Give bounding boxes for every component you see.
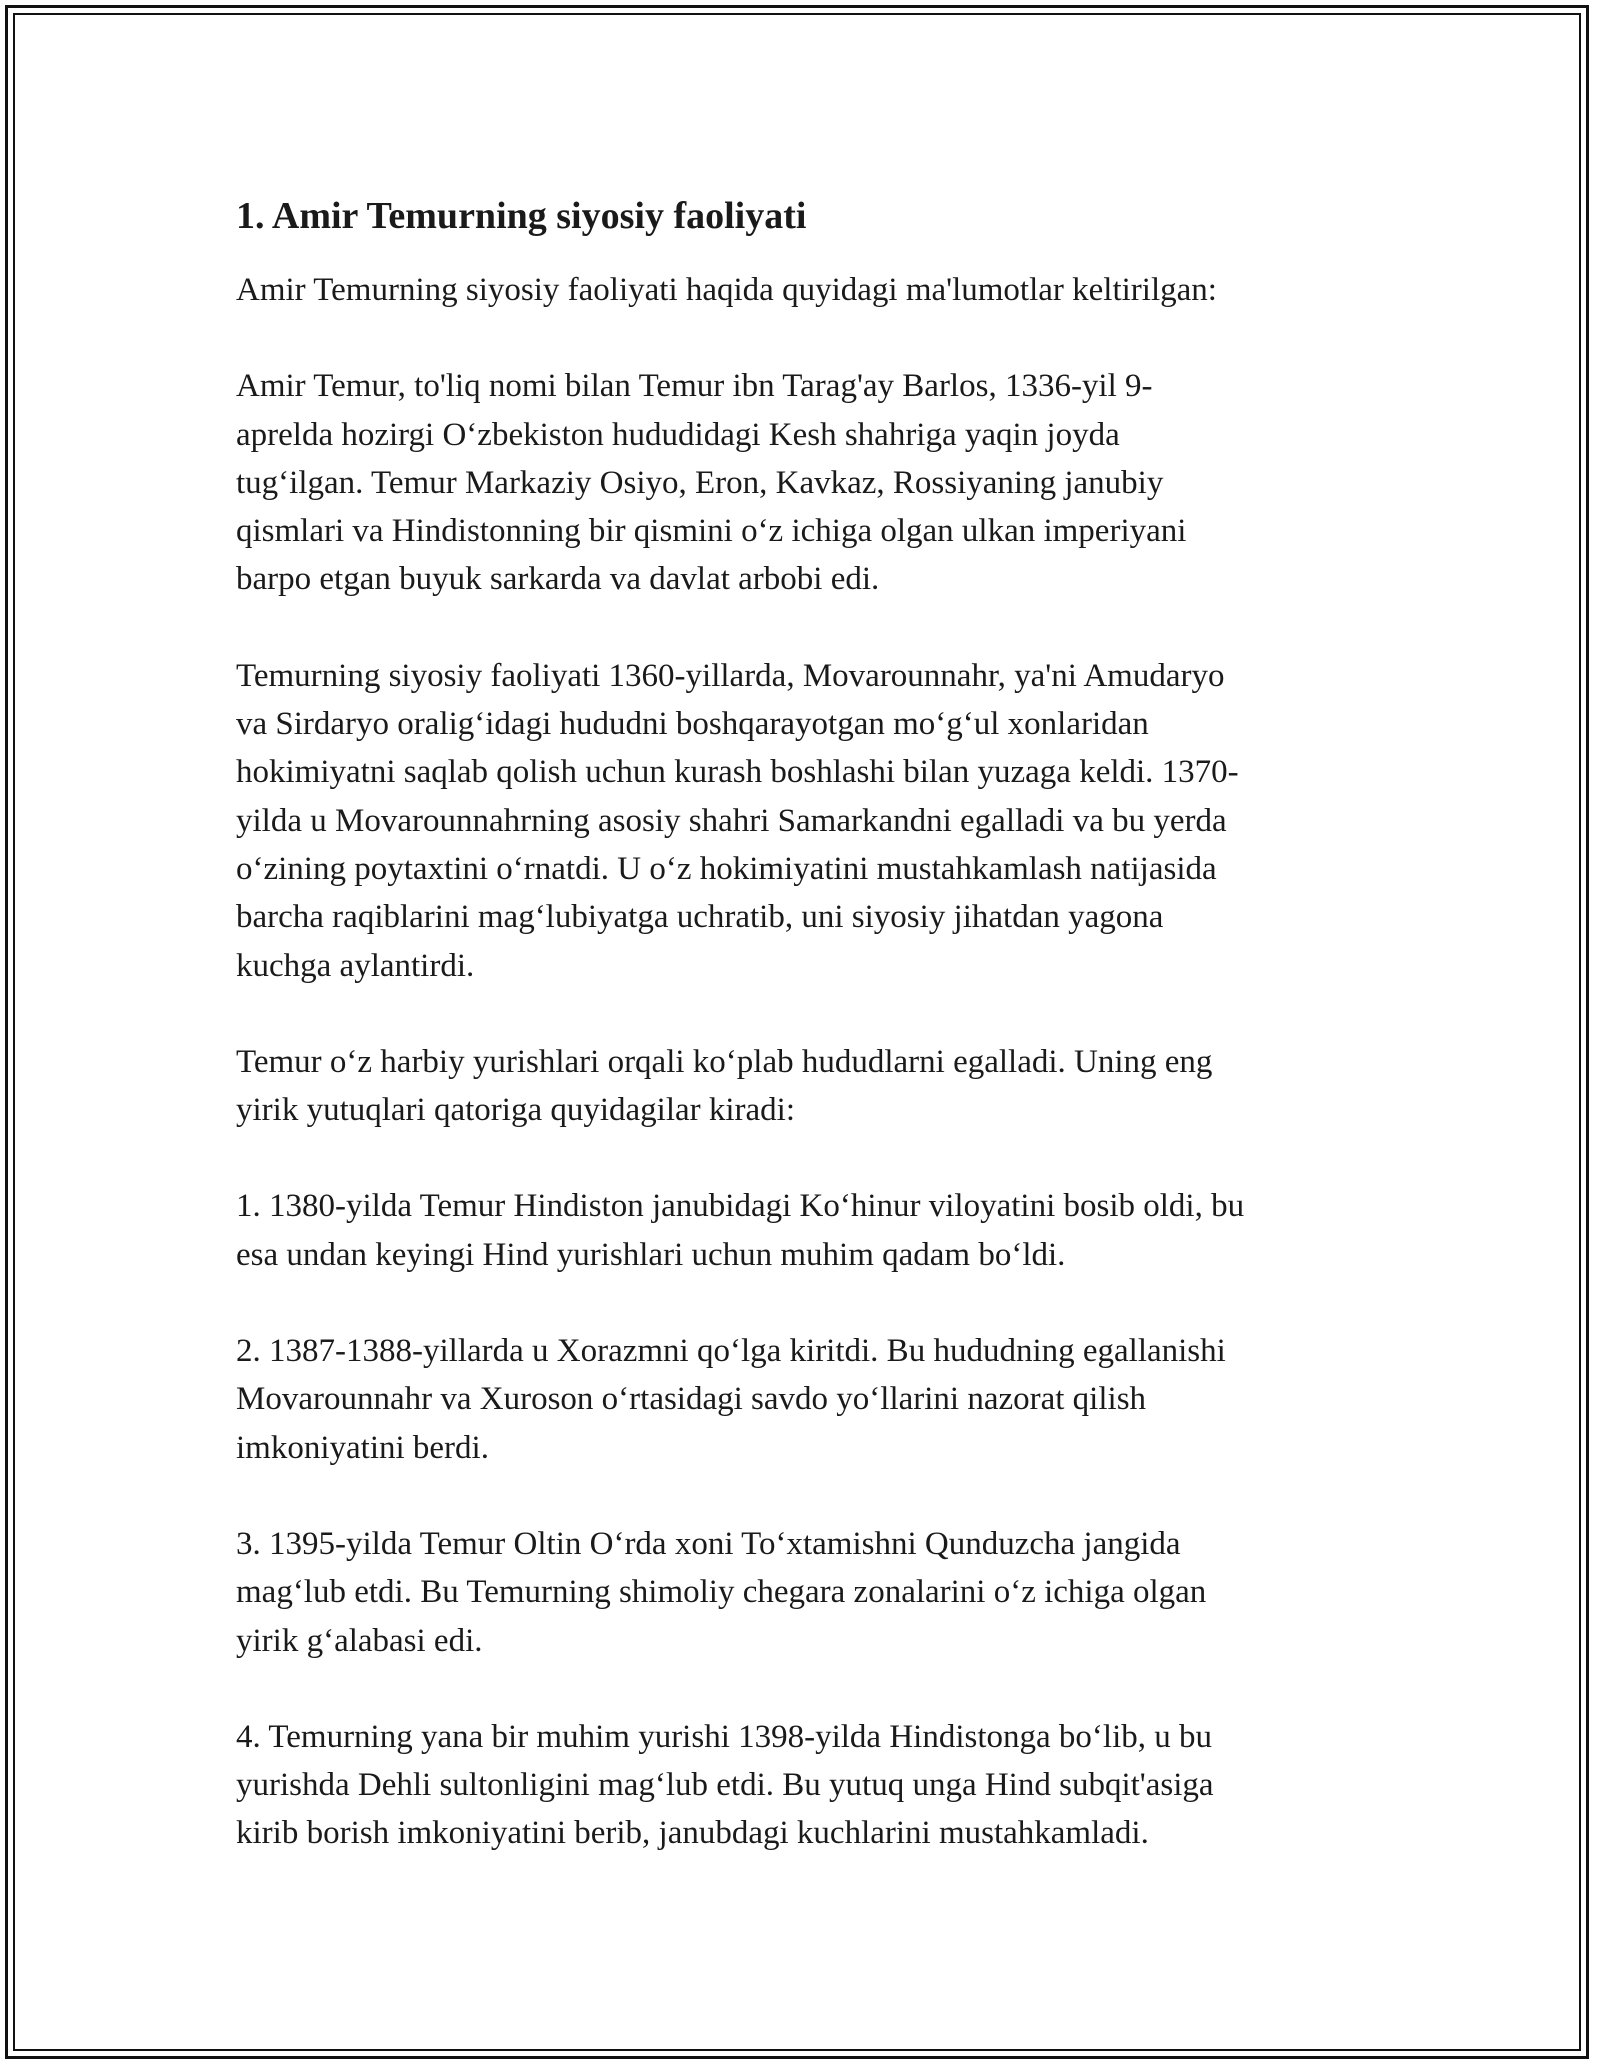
text-line: Movarounnahr va Xuroson oʻrtasidagi savdo yoʻllarini nazorat qilish bbox=[236, 1381, 1147, 1418]
text-line: magʻlub etdi. Bu Temurning shimoliy chegara zonalarini oʻz ichiga olgan bbox=[236, 1574, 1207, 1611]
text-line: esa undan keyingi Hind yurishlari uchun muhim qadam boʻldi. bbox=[236, 1236, 1066, 1273]
list-item-3 bbox=[236, 1520, 1366, 1665]
text-line: imkoniyatini berdi. bbox=[236, 1429, 489, 1466]
document-body bbox=[236, 186, 1366, 1858]
intro-paragraph bbox=[236, 266, 1366, 314]
text-line: tugʻilgan. Temur Markaziy Osiyo, Eron, Kavkaz, Rossiyaning janubiy bbox=[236, 464, 1164, 501]
text-line: Amir Temurning siyosiy faoliyati haqida quyidagi ma'lumotlar keltirilgan: bbox=[236, 272, 1217, 308]
text-line: aprelda hozirgi Oʻzbekiston hududidagi Kesh shahriga yaqin joyda bbox=[236, 416, 1120, 453]
text-line: yilda u Movarounnahrning asosiy shahri Samarkandni egalladi va bu yerda bbox=[236, 802, 1227, 839]
text-line: yirik gʻalabasi edi. bbox=[236, 1622, 483, 1659]
text-line: yirik yutuqlari qatoriga quyidagilar kiradi: bbox=[236, 1092, 796, 1129]
text-line: va Sirdaryo oraligʻidagi hududni boshqarayotgan moʻgʻul xonlaridan bbox=[236, 706, 1149, 743]
campaigns-intro-paragraph bbox=[236, 1038, 1366, 1135]
text-line: hokimiyatni saqlab qolish uchun kurash boshlashi bilan yuzaga keldi. 1370- bbox=[236, 754, 1239, 791]
text-line: barcha raqiblarini magʻlubiyatga uchratib, uni siyosiy jihatdan yagona bbox=[236, 899, 1164, 936]
political-activity-paragraph bbox=[236, 652, 1366, 990]
text-line: barpo etgan buyuk sarkarda va davlat arbobi edi. bbox=[236, 561, 880, 598]
text-line: oʻzining poytaxtini oʻrnatdi. U oʻz hokimiyatini mustahkamlash natijasida bbox=[236, 850, 1217, 887]
text-line: yurishda Dehli sultonligini magʻlub etdi. Bu yutuq unga Hind subqit'asiga bbox=[236, 1767, 1214, 1804]
list-item-1 bbox=[236, 1182, 1366, 1279]
text-line: 1. 1380-yilda Temur Hindiston janubidagi Koʻhinur viloyatini bosib oldi, bu bbox=[236, 1188, 1245, 1225]
text-line: kirib borish imkoniyatini berib, janubdagi kuchlarini mustahkamladi. bbox=[236, 1815, 1149, 1852]
text-line: 4. Temurning yana bir muhim yurishi 1398-yilda Hindistonga boʻlib, u bu bbox=[236, 1718, 1212, 1755]
text-line: 3. 1395-yilda Temur Oltin Oʻrda xoni Toʻxtamishni Qunduzcha jangida bbox=[236, 1525, 1181, 1562]
text-line: kuchga aylantirdi. bbox=[236, 947, 475, 984]
biography-paragraph bbox=[236, 362, 1366, 603]
page-title: 1. Amir Temurning siyosiy faoliyati bbox=[236, 195, 807, 237]
text-line: Temur oʻz harbiy yurishlari orqali koʻplab hududlarni egalladi. Uning eng bbox=[236, 1043, 1213, 1080]
text-line: qismlari va Hindistonning bir qismini oʻz ichiga olgan ulkan imperiyani bbox=[236, 513, 1187, 550]
text-line: Temurning siyosiy faoliyati 1360-yillarda, Movarounnahr, ya'ni Amudaryo bbox=[236, 657, 1225, 694]
list-item-4 bbox=[236, 1713, 1366, 1858]
text-line: Amir Temur, to'liq nomi bilan Temur ibn Tarag'ay Barlos, 1336-yil 9- bbox=[236, 368, 1153, 405]
list-item-2 bbox=[236, 1327, 1366, 1472]
text-line: 2. 1387-1388-yillarda u Xorazmni qoʻlga kiritdi. Bu hududning egallanishi bbox=[236, 1333, 1226, 1370]
